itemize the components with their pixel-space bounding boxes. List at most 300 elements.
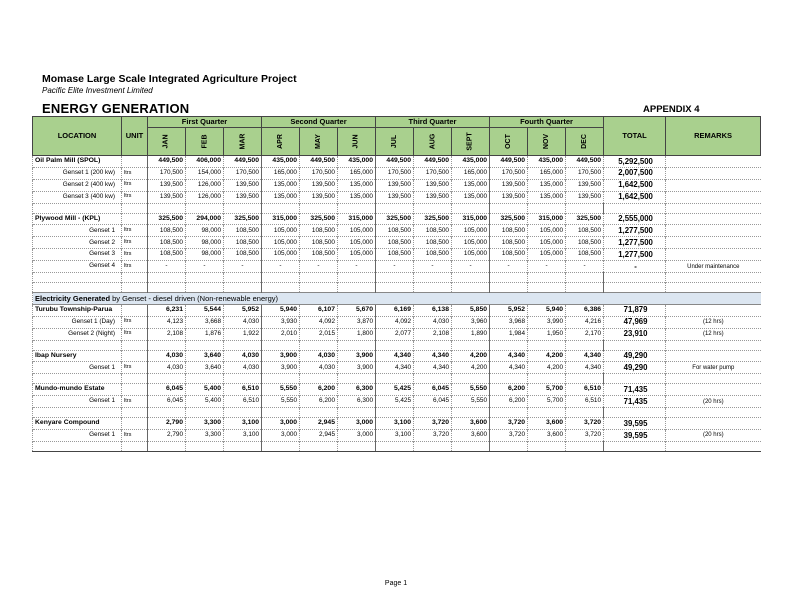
empty-cell — [452, 283, 490, 293]
month-value: 1,950 — [528, 328, 566, 340]
month-header: MAR — [224, 128, 262, 156]
month-value: 435,000 — [452, 156, 490, 168]
month-value: 3,900 — [338, 362, 376, 374]
month-value: 4,092 — [300, 316, 338, 328]
unit-cell: ltrs — [122, 225, 148, 237]
empty-cell — [666, 374, 761, 384]
month-value: 435,000 — [262, 156, 300, 168]
month-value: - — [490, 261, 528, 273]
month-value: 6,045 — [414, 396, 452, 408]
unit-cell — [122, 213, 148, 225]
table-body — [33, 156, 761, 452]
month-value: 315,000 — [338, 213, 376, 225]
location-row — [33, 350, 761, 362]
empty-cell — [262, 203, 300, 213]
month-value: 2,077 — [376, 328, 414, 340]
month-value: 1,876 — [186, 328, 224, 340]
total-cell: 49,290 — [604, 350, 666, 362]
month-value: 2,790 — [148, 430, 186, 442]
month-value: 98,000 — [186, 237, 224, 249]
empty-cell — [414, 441, 452, 451]
empty-cell — [148, 441, 186, 451]
empty-cell — [33, 273, 122, 283]
empty-cell — [528, 408, 566, 418]
remarks-cell: (20 hrs) — [666, 430, 761, 442]
month-value: 170,500 — [376, 167, 414, 179]
genset-row — [33, 396, 761, 408]
month-value: 3,990 — [528, 316, 566, 328]
month-value: 105,000 — [262, 237, 300, 249]
month-value: 4,030 — [224, 316, 262, 328]
empty-cell — [414, 374, 452, 384]
total-cell: 71,435 — [604, 384, 666, 396]
month-value: 5,400 — [186, 396, 224, 408]
month-header: APR — [262, 128, 300, 156]
month-value: 3,100 — [224, 430, 262, 442]
total-cell: 1,277,500 — [604, 249, 666, 261]
month-value: 4,340 — [376, 362, 414, 374]
unit-cell — [122, 384, 148, 396]
remarks-cell — [666, 418, 761, 430]
blank-row — [33, 441, 761, 451]
month-value: 139,500 — [566, 179, 604, 191]
month-value: 170,500 — [224, 167, 262, 179]
location-label: Genset 2 (Night) — [33, 328, 122, 340]
month-header: AUG — [414, 128, 452, 156]
location-label: Oil Palm Mill (SPOL) — [33, 156, 122, 168]
month-value: 105,000 — [338, 237, 376, 249]
month-value: 108,500 — [224, 225, 262, 237]
month-value: 3,000 — [338, 430, 376, 442]
project-title: Momase Large Scale Integrated Agriculture Project — [42, 73, 297, 85]
remarks-cell: (12 hrs) — [666, 328, 761, 340]
empty-cell — [666, 203, 761, 213]
month-value: 4,123 — [148, 316, 186, 328]
month-header: JUN — [338, 128, 376, 156]
quarter-header-row — [33, 117, 761, 128]
empty-cell — [414, 203, 452, 213]
month-value: - — [300, 261, 338, 273]
month-value: 6,045 — [148, 396, 186, 408]
month-value: 108,500 — [566, 237, 604, 249]
month-value: 5,425 — [376, 384, 414, 396]
month-value: 2,945 — [300, 418, 338, 430]
unit-cell: ltrs — [122, 249, 148, 261]
page-number: Page 1 — [384, 580, 408, 587]
month-value: 105,000 — [452, 249, 490, 261]
month-header: FEB — [186, 128, 224, 156]
unit-cell: ltrs — [122, 191, 148, 203]
empty-cell — [122, 340, 148, 350]
empty-cell — [33, 340, 122, 350]
month-value: 2,015 — [300, 328, 338, 340]
blank-row — [33, 408, 761, 418]
unit-header: UNIT — [122, 117, 148, 156]
quarter-header: Third Quarter — [376, 117, 490, 128]
total-cell: 47,969 — [604, 316, 666, 328]
empty-cell — [262, 340, 300, 350]
month-value: 105,000 — [338, 249, 376, 261]
unit-cell: ltrs — [122, 362, 148, 374]
location-header: LOCATION — [33, 117, 122, 156]
empty-cell — [186, 203, 224, 213]
month-value: 4,030 — [224, 350, 262, 362]
month-value: 139,500 — [414, 191, 452, 203]
empty-cell — [33, 203, 122, 213]
month-header: NOV — [528, 128, 566, 156]
month-value: 4,216 — [566, 316, 604, 328]
month-value: 3,960 — [452, 316, 490, 328]
month-value: 108,500 — [566, 249, 604, 261]
empty-cell — [566, 340, 604, 350]
month-header: JUL — [376, 128, 414, 156]
month-value: 5,425 — [376, 396, 414, 408]
total-cell: 39,595 — [604, 430, 666, 442]
month-value: 2,945 — [300, 430, 338, 442]
empty-cell — [148, 340, 186, 350]
month-value: 135,000 — [528, 179, 566, 191]
total-cell: 2,555,000 — [604, 213, 666, 225]
location-label: Turubu Township-Parua — [33, 304, 122, 316]
month-value: 108,500 — [490, 225, 528, 237]
month-value: 3,720 — [490, 430, 528, 442]
month-value: 5,550 — [452, 384, 490, 396]
month-value: 449,500 — [414, 156, 452, 168]
month-value: - — [262, 261, 300, 273]
empty-cell — [33, 408, 122, 418]
energy-table — [32, 116, 761, 452]
empty-cell — [604, 273, 666, 283]
remarks-cell: Under maintenance — [666, 261, 761, 273]
location-label: Genset 3 — [33, 249, 122, 261]
month-value: 135,000 — [262, 191, 300, 203]
empty-cell — [300, 203, 338, 213]
empty-cell — [376, 273, 414, 283]
empty-cell — [490, 283, 528, 293]
empty-cell — [186, 273, 224, 283]
month-value: 108,500 — [300, 225, 338, 237]
month-value: 449,500 — [566, 156, 604, 168]
location-label: Kenyare Compound — [33, 418, 122, 430]
month-value: 5,700 — [528, 396, 566, 408]
month-value: 5,400 — [186, 384, 224, 396]
month-value: 4,030 — [300, 362, 338, 374]
month-value: 449,500 — [376, 156, 414, 168]
empty-cell — [338, 374, 376, 384]
location-row — [33, 304, 761, 316]
empty-cell — [452, 408, 490, 418]
month-value: 3,600 — [452, 418, 490, 430]
empty-cell — [186, 283, 224, 293]
unit-cell: ltrs — [122, 328, 148, 340]
month-value: 108,500 — [376, 225, 414, 237]
month-header: SEPT — [452, 128, 490, 156]
location-label: Genset 1 — [33, 396, 122, 408]
month-value: 3,300 — [186, 418, 224, 430]
month-value: 3,668 — [186, 316, 224, 328]
month-value: 3,900 — [262, 362, 300, 374]
month-value: 315,000 — [262, 213, 300, 225]
location-label: Genset 3 (400 kw) — [33, 191, 122, 203]
empty-cell — [338, 408, 376, 418]
empty-cell — [186, 408, 224, 418]
month-value: 139,500 — [490, 179, 528, 191]
location-row — [33, 418, 761, 430]
appendix-label: APPENDIX 4 — [643, 104, 700, 115]
month-value: 170,500 — [300, 167, 338, 179]
empty-cell — [122, 273, 148, 283]
month-value: - — [376, 261, 414, 273]
month-value: 139,500 — [376, 191, 414, 203]
month-value: 3,300 — [186, 430, 224, 442]
total-cell: 39,595 — [604, 418, 666, 430]
remarks-cell — [666, 237, 761, 249]
month-value: 4,200 — [452, 362, 490, 374]
empty-cell — [490, 340, 528, 350]
empty-cell — [490, 203, 528, 213]
month-value: 449,500 — [300, 156, 338, 168]
month-value: 3,640 — [186, 362, 224, 374]
empty-cell — [604, 441, 666, 451]
remarks-cell — [666, 179, 761, 191]
location-label: Genset 1 (Day) — [33, 316, 122, 328]
empty-cell — [566, 374, 604, 384]
month-value: 108,500 — [414, 249, 452, 261]
month-value: 5,550 — [262, 396, 300, 408]
month-value: 3,000 — [262, 430, 300, 442]
empty-cell — [376, 340, 414, 350]
month-value: 5,940 — [528, 304, 566, 316]
month-value: 6,138 — [414, 304, 452, 316]
month-value: 4,092 — [376, 316, 414, 328]
month-value: 4,340 — [490, 362, 528, 374]
quarter-header: Second Quarter — [262, 117, 376, 128]
empty-cell — [148, 283, 186, 293]
unit-cell: ltrs — [122, 179, 148, 191]
empty-cell — [604, 408, 666, 418]
empty-cell — [224, 283, 262, 293]
empty-cell — [528, 283, 566, 293]
empty-cell — [528, 273, 566, 283]
location-label: Ibap Nursery — [33, 350, 122, 362]
month-value: 2,010 — [262, 328, 300, 340]
empty-cell — [414, 273, 452, 283]
month-value: 2,790 — [148, 418, 186, 430]
month-value: 5,850 — [452, 304, 490, 316]
month-value: 435,000 — [338, 156, 376, 168]
month-value: 6,510 — [224, 384, 262, 396]
empty-cell — [566, 283, 604, 293]
empty-cell — [148, 203, 186, 213]
month-value: 5,700 — [528, 384, 566, 396]
month-header: MAY — [300, 128, 338, 156]
unit-cell: ltrs — [122, 237, 148, 249]
electricity-subheading: by Genset - diesel driven (Non-renewable energy) — [110, 293, 279, 303]
month-value: 6,107 — [300, 304, 338, 316]
empty-cell — [604, 374, 666, 384]
unit-cell: ltrs — [122, 167, 148, 179]
empty-cell — [452, 203, 490, 213]
month-value: 6,200 — [490, 384, 528, 396]
month-value: 6,231 — [148, 304, 186, 316]
empty-cell — [338, 441, 376, 451]
month-value: 105,000 — [452, 237, 490, 249]
empty-cell — [452, 273, 490, 283]
month-value: 135,000 — [452, 191, 490, 203]
genset-row — [33, 328, 761, 340]
month-value: 154,000 — [186, 167, 224, 179]
month-value: 6,169 — [376, 304, 414, 316]
unit-cell: ltrs — [122, 316, 148, 328]
month-value: 1,890 — [452, 328, 490, 340]
quarter-header: Fourth Quarter — [490, 117, 604, 128]
location-label: Genset 4 — [33, 261, 122, 273]
month-value: 3,100 — [376, 430, 414, 442]
month-value: 105,000 — [528, 237, 566, 249]
empty-cell — [490, 408, 528, 418]
empty-cell — [224, 441, 262, 451]
month-value: 5,550 — [262, 384, 300, 396]
month-value: 6,200 — [300, 384, 338, 396]
month-value: 3,720 — [414, 430, 452, 442]
empty-cell — [122, 441, 148, 451]
month-value: 105,000 — [262, 249, 300, 261]
total-cell: 1,642,500 — [604, 191, 666, 203]
month-value: 4,340 — [490, 350, 528, 362]
month-value: 108,500 — [300, 237, 338, 249]
empty-cell — [122, 408, 148, 418]
month-value: 406,000 — [186, 156, 224, 168]
genset-row — [33, 261, 761, 273]
empty-cell — [186, 374, 224, 384]
month-value: 6,510 — [224, 396, 262, 408]
month-value: 449,500 — [148, 156, 186, 168]
empty-cell — [666, 441, 761, 451]
location-label: Genset 2 — [33, 237, 122, 249]
month-value: - — [566, 261, 604, 273]
electricity-heading: Electricity Generated — [35, 293, 111, 303]
total-cell: 49,290 — [604, 362, 666, 374]
month-value: 108,500 — [414, 237, 452, 249]
empty-cell — [490, 374, 528, 384]
empty-cell — [300, 283, 338, 293]
empty-cell — [414, 408, 452, 418]
empty-cell — [148, 408, 186, 418]
month-value: 325,500 — [376, 213, 414, 225]
month-value: 105,000 — [338, 225, 376, 237]
month-value: 5,952 — [490, 304, 528, 316]
month-value: 139,500 — [490, 191, 528, 203]
genset-row — [33, 430, 761, 442]
month-value: 3,600 — [452, 430, 490, 442]
empty-cell — [338, 283, 376, 293]
remarks-cell — [666, 384, 761, 396]
unit-cell: ltrs — [122, 261, 148, 273]
month-value: 126,000 — [186, 179, 224, 191]
month-value: 139,500 — [414, 179, 452, 191]
month-value: 4,340 — [566, 362, 604, 374]
month-value: 105,000 — [528, 249, 566, 261]
month-value: 3,720 — [566, 418, 604, 430]
month-value: - — [414, 261, 452, 273]
month-value: - — [186, 261, 224, 273]
empty-cell — [604, 203, 666, 213]
empty-cell — [376, 203, 414, 213]
empty-cell — [566, 203, 604, 213]
month-value: 1,800 — [338, 328, 376, 340]
unit-cell — [122, 156, 148, 168]
month-value: 6,300 — [338, 384, 376, 396]
month-value: 139,500 — [566, 191, 604, 203]
empty-cell — [338, 273, 376, 283]
genset-row — [33, 225, 761, 237]
genset-row — [33, 167, 761, 179]
month-value: 108,500 — [148, 225, 186, 237]
month-value: 108,500 — [224, 249, 262, 261]
month-value: - — [528, 261, 566, 273]
total-cell: 1,277,500 — [604, 237, 666, 249]
remarks-cell: (20 hrs) — [666, 396, 761, 408]
location-label: Genset 1 — [33, 430, 122, 442]
month-value: 4,030 — [224, 362, 262, 374]
total-cell: 71,879 — [604, 304, 666, 316]
remarks-cell — [666, 249, 761, 261]
total-cell: 23,910 — [604, 328, 666, 340]
month-value: 98,000 — [186, 249, 224, 261]
month-value: 4,200 — [528, 362, 566, 374]
remarks-cell — [666, 225, 761, 237]
empty-cell — [262, 441, 300, 451]
empty-cell — [452, 441, 490, 451]
month-value: 1,984 — [490, 328, 528, 340]
month-value: 135,000 — [338, 191, 376, 203]
remarks-cell — [666, 156, 761, 168]
month-value: - — [338, 261, 376, 273]
month-value: 325,500 — [490, 213, 528, 225]
blank-row — [33, 283, 761, 293]
month-value: 6,045 — [148, 384, 186, 396]
empty-cell — [376, 408, 414, 418]
empty-cell — [33, 441, 122, 451]
month-value: 170,500 — [490, 167, 528, 179]
empty-cell — [300, 441, 338, 451]
month-value: 315,000 — [452, 213, 490, 225]
month-value: 105,000 — [528, 225, 566, 237]
location-label: Plywood Mill - (KPL) — [33, 213, 122, 225]
month-value: 165,000 — [528, 167, 566, 179]
month-header: JAN — [148, 128, 186, 156]
month-value: 6,200 — [490, 396, 528, 408]
total-cell: - — [604, 261, 666, 273]
month-header: OCT — [490, 128, 528, 156]
empty-cell — [224, 203, 262, 213]
total-cell: 5,292,500 — [604, 156, 666, 168]
empty-cell — [33, 374, 122, 384]
month-header: DEC — [566, 128, 604, 156]
month-value: 4,340 — [376, 350, 414, 362]
month-value: 108,500 — [224, 237, 262, 249]
month-value: 3,100 — [224, 418, 262, 430]
empty-cell — [300, 374, 338, 384]
month-value: 3,000 — [262, 418, 300, 430]
empty-cell — [224, 340, 262, 350]
total-cell: 71,435 — [604, 396, 666, 408]
month-value: 4,340 — [566, 350, 604, 362]
month-value: 6,300 — [338, 396, 376, 408]
empty-cell — [262, 374, 300, 384]
empty-cell — [666, 273, 761, 283]
total-cell: 1,277,500 — [604, 225, 666, 237]
